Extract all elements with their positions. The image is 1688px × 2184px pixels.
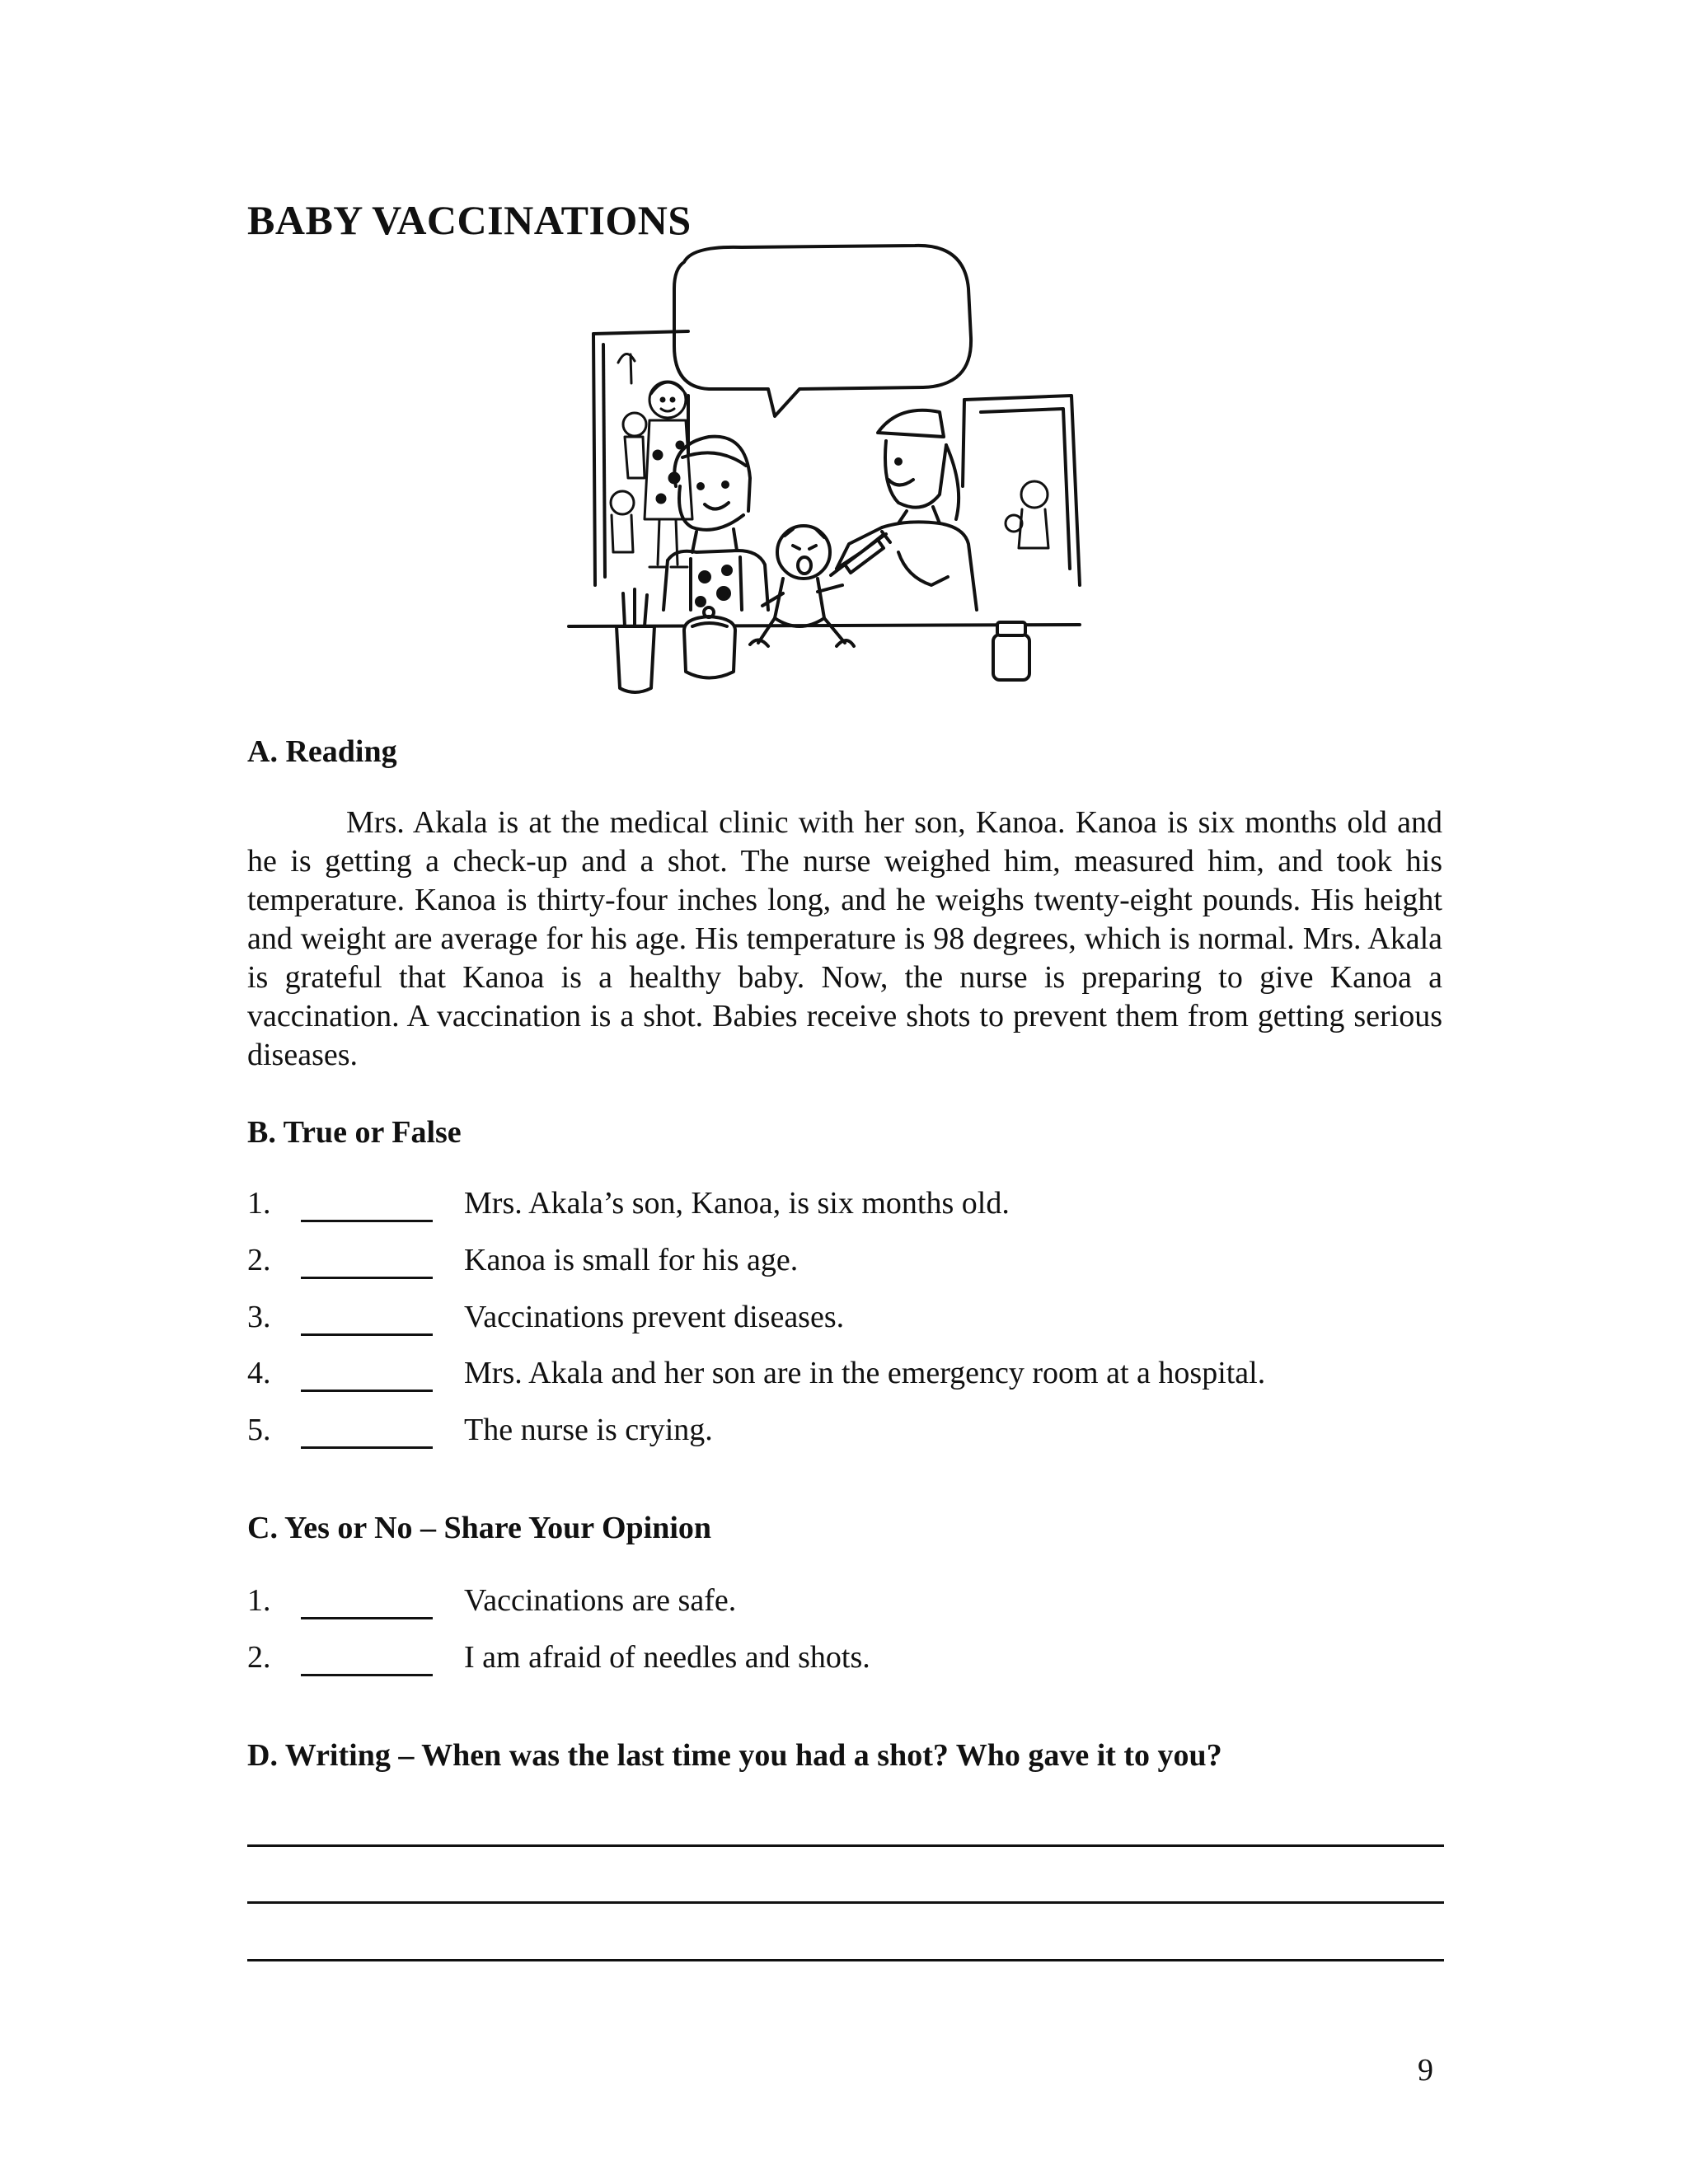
writing-line[interactable] xyxy=(247,1844,1444,1847)
answer-blank[interactable] xyxy=(301,1674,433,1676)
item-statement: Mrs. Akala and her son are in the emergency room at a hospital. xyxy=(464,1356,1266,1390)
item-statement: Vaccinations prevent diseases. xyxy=(464,1300,845,1334)
item-statement: I am afraid of needles and shots. xyxy=(464,1640,870,1675)
medicine-bottle xyxy=(993,622,1029,680)
answer-blank[interactable] xyxy=(301,1446,433,1449)
background-child xyxy=(1006,481,1048,548)
item-number: 1. xyxy=(247,1583,271,1618)
clinic-scene-illustration xyxy=(552,239,1096,709)
item-number: 3. xyxy=(247,1300,271,1334)
answer-blank[interactable] xyxy=(301,1333,433,1336)
item-statement: The nurse is crying. xyxy=(464,1413,713,1447)
item-number: 4. xyxy=(247,1356,271,1390)
answer-blank[interactable] xyxy=(301,1220,433,1222)
page-number: 9 xyxy=(1418,2053,1433,2088)
jar xyxy=(684,607,735,678)
writing-line[interactable] xyxy=(247,1959,1444,1961)
item-number: 1. xyxy=(247,1186,271,1221)
section-heading-writing: D. Writing – When was the last time you had a shot? Who gave it to you? xyxy=(247,1738,1222,1773)
mother-figure xyxy=(663,437,768,610)
background-family xyxy=(611,354,692,567)
item-statement: Vaccinations are safe. xyxy=(464,1583,737,1618)
pencil-cup xyxy=(617,589,654,692)
answer-blank[interactable] xyxy=(301,1277,433,1279)
section-heading-yes-no: C. Yes or No – Share Your Opinion xyxy=(247,1511,712,1545)
answer-blank[interactable] xyxy=(301,1617,433,1619)
item-statement: Mrs. Akala’s son, Kanoa, is six months old. xyxy=(464,1186,1010,1221)
reading-paragraph: Mrs. Akala is at the medical clinic with her son, Kanoa. Kanoa is six months old and he is getting a check-up and a shot. The nurse weighed him, measured him, and took his temperature. Kanoa is thirty-four inches long, and he weighs twenty-eight pounds. His height and weight are average for his age. His temperature is 98 degrees, which is normal. Mrs. Akala is grateful that Kanoa is a healthy baby. Now, the nurse is preparing to give Kanoa a vaccination. A vaccination is a shot. Babies receive shots to prevent them from getting serious diseases. xyxy=(247,805,1442,1072)
section-heading-reading: A. Reading xyxy=(247,734,397,769)
speech-bubble xyxy=(674,246,971,416)
section-heading-true-false: B. True or False xyxy=(247,1115,462,1150)
item-statement: Kanoa is small for his age. xyxy=(464,1243,799,1277)
item-number: 5. xyxy=(247,1413,271,1447)
item-number: 2. xyxy=(247,1243,271,1277)
page-title: BABY VACCINATIONS xyxy=(247,197,692,243)
nurse-figure xyxy=(837,410,977,610)
writing-line[interactable] xyxy=(247,1901,1444,1904)
item-number: 2. xyxy=(247,1640,271,1675)
answer-blank[interactable] xyxy=(301,1390,433,1392)
